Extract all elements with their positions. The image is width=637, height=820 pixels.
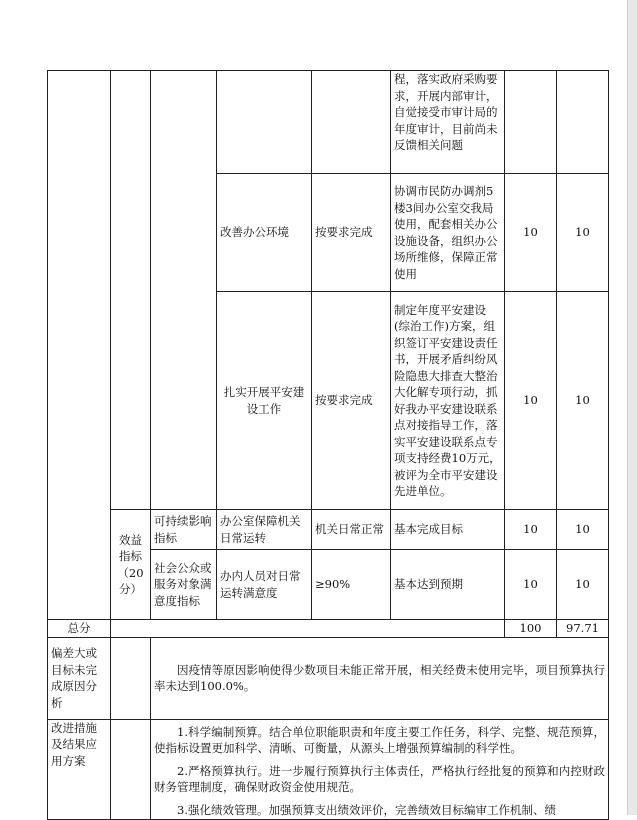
target-value-cell: ≥90% bbox=[312, 550, 391, 620]
blank-cell bbox=[111, 637, 151, 719]
sub-indicator-cell: 社会公众或服务对象满意度指标 bbox=[151, 550, 217, 620]
measure-item: 3.强化绩效管理。加强预算支出绩效评价，完善绩效目标编审工作机制、绩 bbox=[177, 802, 556, 817]
blank-cell bbox=[111, 71, 151, 510]
blank-cell bbox=[557, 71, 609, 174]
score-cell: 10 bbox=[505, 510, 557, 550]
blank-cell bbox=[48, 71, 111, 620]
category-cell: 效益指标（20分） bbox=[111, 510, 151, 620]
actual-completion-cell: 制定年度平安建设(综治工作)方案，组织签订平安建设责任书，开展矛盾纠纷风险隐患大排查大整治大化解专项行动，抓好我办平安建设联系点对接指导工作，落实平安建设联系点专项支持经费10万元，被评为全市平安建设先进单位。 bbox=[391, 292, 505, 510]
target-value-cell: 按要求完成 bbox=[312, 292, 391, 510]
deviation-row bbox=[48, 637, 609, 719]
deviation-text-cell bbox=[151, 637, 609, 719]
total-label: 总分 bbox=[48, 620, 111, 638]
actual-completion-cell: 基本完成目标 bbox=[391, 510, 505, 550]
sub-indicator-cell: 可持续影响指标 bbox=[151, 510, 217, 550]
measures-row bbox=[48, 719, 609, 819]
blank-cell bbox=[505, 71, 557, 174]
blank-cell bbox=[151, 71, 217, 510]
deviation-label: 偏差大或目标未完成原因分析 bbox=[48, 637, 111, 719]
table-row bbox=[48, 71, 609, 174]
score-cell: 10 bbox=[505, 550, 557, 620]
score-cell: 10 bbox=[505, 174, 557, 292]
blank-cell bbox=[312, 71, 391, 174]
measure-item: 1.科学编制预算。结合单位职能职责和年度主要工作任务，科学、完整、规范预算，使指标设置更加科学、清晰、可衡量，从源头上增强预算编制的科学性。 bbox=[154, 724, 605, 755]
obtained-score-cell: 10 bbox=[557, 510, 609, 550]
total-obtained-score: 97.71 bbox=[557, 620, 609, 638]
blank-cell bbox=[111, 719, 151, 819]
indicator-cell: 扎实开展平安建设工作 bbox=[217, 292, 312, 510]
indicator-cell: 改善办公环境 bbox=[217, 174, 312, 292]
total-row bbox=[48, 620, 609, 638]
target-value-cell: 按要求完成 bbox=[312, 174, 391, 292]
scrollbar[interactable] bbox=[627, 0, 637, 815]
total-score: 100 bbox=[505, 620, 557, 638]
obtained-score-cell: 10 bbox=[557, 292, 609, 510]
measures-label: 改进措施及结果应用方案 bbox=[48, 719, 111, 819]
obtained-score-cell: 10 bbox=[557, 174, 609, 292]
actual-completion-cell: 程，落实政府采购要求，开展内部审计，自觉接受市审计局的年度审计，目前尚未反馈相关问题 bbox=[391, 71, 505, 174]
actual-completion-cell: 基本达到预期 bbox=[391, 550, 505, 620]
indicator-cell: 办内人员对日常运转满意度 bbox=[217, 550, 312, 620]
obtained-score-cell: 10 bbox=[557, 550, 609, 620]
deviation-text: 因疫情等原因影响使得少数项目未能正常开展，相关经费未使用完毕，项目预算执行率未达到100.0%。 bbox=[154, 662, 605, 693]
measure-item: 2.严格预算执行。进一步履行预算执行主体责任，严格执行经批复的预算和内控财政财务管理制度，确保财政资金使用规范。 bbox=[154, 763, 605, 794]
actual-completion-cell: 协调市民防办调剂5楼3间办公室交我局使用，配套相关办公设施设备，组织办公场所维修，保障正常使用 bbox=[391, 174, 505, 292]
score-cell: 10 bbox=[505, 292, 557, 510]
table-row bbox=[48, 510, 609, 550]
blank-cell bbox=[217, 71, 312, 174]
blank-cell bbox=[111, 620, 505, 638]
indicator-cell: 办公室保障机关日常运转 bbox=[217, 510, 312, 550]
target-value-cell: 机关日常正常 bbox=[312, 510, 391, 550]
performance-evaluation-table bbox=[47, 70, 609, 820]
measures-text-cell bbox=[151, 719, 609, 819]
